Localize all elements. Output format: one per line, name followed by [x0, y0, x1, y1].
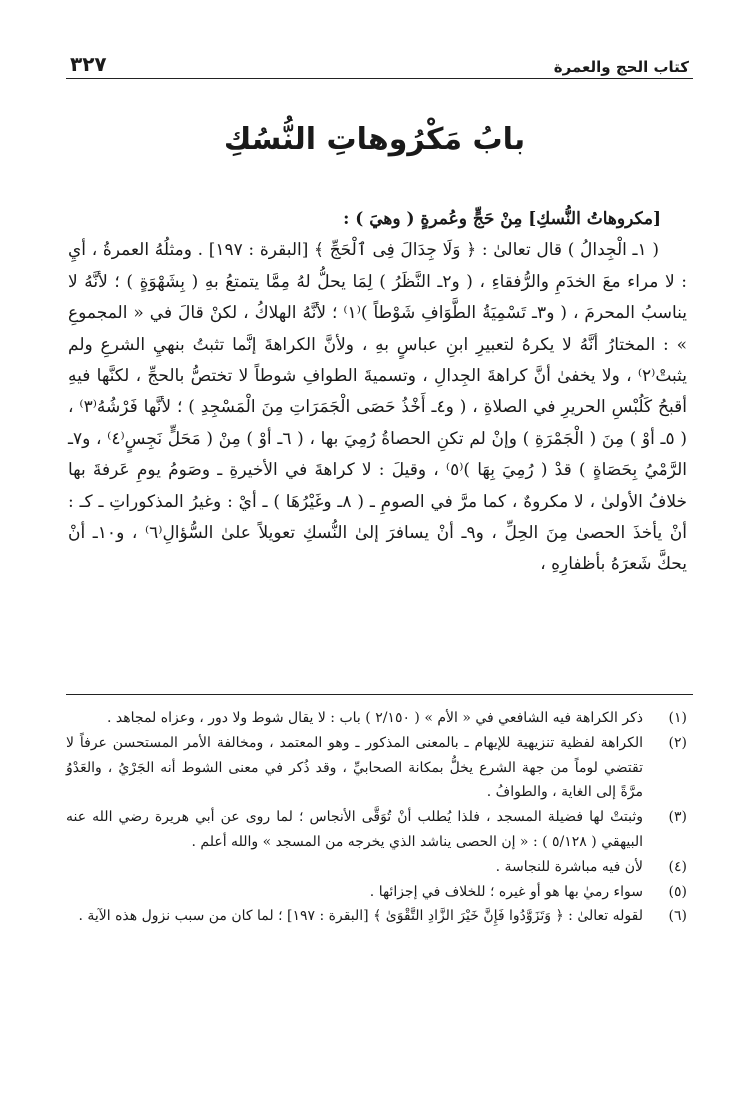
page-header — [70, 44, 689, 76]
main-paragraph: ( ١ـ الْجِدالُ ) قال تعالىٰ : ﴿ وَلَا جِدَالَ فِى ٱلْحَجِّ ﴾ [البقرة : ١٩٧] . ومثلُهُ العمرةُ ، أيِ : لا مراء معَ الخدَمِ والرُّفقاءِ ، ( و٢ـ النَّظَرُ ) لِمَا يحلُّ لهُ مِمَّا يتمتعُ بهِ ( بِشَهْوَةٍ ) ؛ لأنَّهُ لا يناسبُ المحرمَ ، ( و٣ـ تَسْمِيَةُ الطَّوَافِ شَوْطاً )⁽١⁾ ؛ لأنَّهُ الهلاكُ ، لكنْ قالَ في « المجموعِ » : المختارُ أنَّهُ لا يكرهُ لتعبيرِ ابنِ عباسٍ بهِ ، ولأنَّ الكراهةَ إنَّما تثبتُ بنهيِ الشرعِ ولم يثبتْ⁽٢⁾ ، ولا يخفىٰ أنَّ كراهةَ الجِدالِ ، وتسميةَ الطوافِ شوطاً لا تختصُّ بالحجِّ ، لكنَّها فيهِ أقبحُ كَلُبْسِ الحريرِ في الصلاةِ ، ( و٤ـ أَخْذُ حَصَى الْجَمَرَاتِ مِنَ الْمَسْجِدِ ) ؛ لأنَّها فَرْشُهُ⁽٣⁾ ، ( ٥ـ أوْ ) مِنَ ( الْجَمْرَةِ ) وإنْ لم تكنِ الحصاةُ رُمِيَ بها ، ( ٦ـ أوْ ) مِنْ ( مَحَلٍّ نَجِسٍ⁽٤⁾ ، و٧ـ الرَّمْيُ بِحَصَاةٍ ) قدْ ( رُمِيَ بِهَا )⁽٥⁾ ، وقيلَ : لا كراهةَ في الأخيرةِ ـ وصَومُ يومِ عَرفةَ بها خلافُ الأولىٰ ، لا مكروهٌ ، كما مرَّ في الصومِ ـ ( ٨ـ وغَيْرُهَا ) ـ أيْ : وغيرُ المذكوراتِ ـ كـ : أنْ يأخذَ الحصىٰ مِنَ الحِلِّ ، و٩ـ أنْ يسافرَ إلىٰ النُّسكِ تعويلاً علىٰ السُّؤالِ⁽٦⁾ ، و١٠ـ أنْ يحكَّ شَعرَهُ بأظفارِهِ ، — [68, 240, 688, 575]
footnote-divider — [66, 694, 693, 695]
footnote-text: ذكر الكراهة فيه الشافعي في « الأم » ( ٢/١٥٠ ) باب : لا يقال شوط ولا دور ، وعزاه لمجاهد . — [107, 710, 643, 726]
footnotes — [66, 706, 687, 929]
running-title: كتاب الحج والعمرة — [553, 58, 689, 76]
footnote-text: لأن فيه مباشرة للنجاسة . — [495, 858, 643, 875]
body-text — [68, 204, 687, 581]
chapter-title: بابُ مَكْرُوهاتِ النُّسُكِ — [223, 122, 526, 157]
footnote-number: (٦) — [668, 908, 687, 925]
footnote-number: (٥) — [668, 883, 687, 900]
footnote-number: (٢) — [668, 734, 687, 751]
footnote-text: سواء رميٰ بها هو أو غيره ؛ للخلاف في إجزائها . — [369, 883, 643, 900]
footnote-number: (١) — [668, 710, 687, 726]
header-divider — [66, 78, 693, 79]
footnote-item — [66, 805, 687, 855]
footnote-text: لقوله تعالىٰ : ﴿ وَتَزَوَّدُوا فَإِنَّ خَيْرَ الزَّادِ التَّقْوَىٰ ﴾ [البقرة : ١٩٧] ؛ لما كان من سبب نزول هذه الآية . — [78, 908, 643, 925]
footnote-item — [66, 880, 687, 905]
footnote-number: (٣) — [668, 809, 687, 826]
footnote-text: وثبتتْ لها فضيلة المسجد ، فلذا يُطلب أنْ تُوَقَّى الأنجاس ؛ لما روى عن أبي هريرة رضي الله عنه البيهقي ( ٥/١٢٨ ) : « إن الحصى يناشد الذي يخرجه من المسجد » والله أعلم . — [66, 809, 643, 850]
footnote-item — [66, 855, 687, 880]
page-number: ٣٢٧ — [70, 52, 107, 76]
lead-line: [مكروهاتُ النُّسكِ] مِنْ حَجٍّ وعُمرةٍ ( وهيَ ) : — [343, 209, 661, 229]
footnote-number: (٤) — [668, 858, 687, 875]
footnote-item — [66, 731, 687, 805]
footnote-item — [66, 904, 687, 929]
footnote-item — [66, 706, 687, 731]
footnote-text: الكراهة لفظية تنزيهية للإيهام ـ بالمعنى المذكور ـ وهو المعتمد ، ومخالفة الأمر المستحسن عرفاً لا تقتضي لوماً من جهة الشرع يخلُّ بمكانة الصحابيِّ ، وقد ذُكر في معنى الشوط أنه الجَرْيُ ، والعَدْوُ مرَّةً إلى الغاية ، والطوافُ . — [66, 734, 643, 801]
